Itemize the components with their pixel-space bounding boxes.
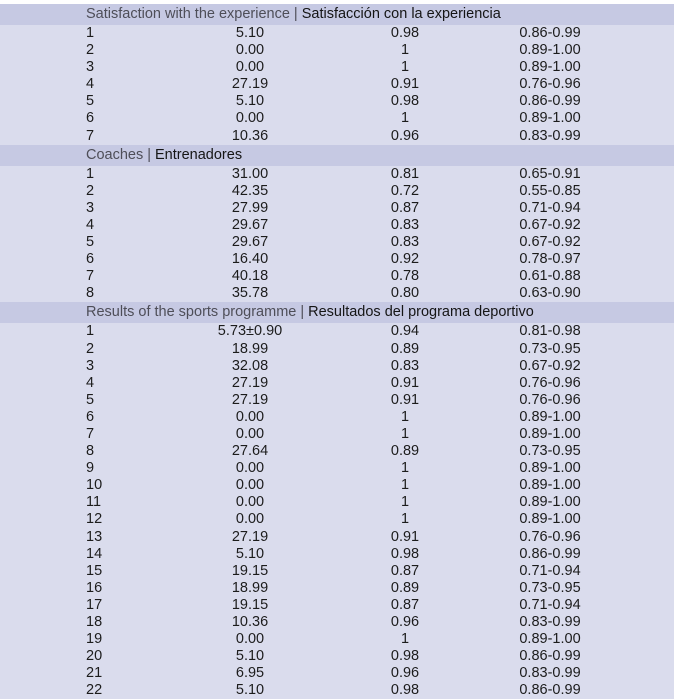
coefficient-cell: 0.94 [390,323,420,340]
item-number: 22 [86,682,103,699]
table-row [0,546,674,563]
item-number: 2 [86,340,95,357]
item-number: 3 [86,357,95,374]
value-cell: 0.00 [235,460,265,477]
coefficient-cell: 0.98 [390,25,420,41]
interval-cell: 0.67-0.92 [519,234,581,251]
table-row [0,631,674,648]
interval-cell: 0.86-0.99 [519,25,581,41]
interval-cell: 0.89-1.00 [519,494,581,511]
table-row [0,529,674,546]
interval-cell: 0.83-0.99 [519,665,581,682]
coefficient-cell: 0.87 [390,199,420,216]
value-cell: 18.99 [231,340,269,357]
table-row [0,128,674,145]
value-cell: 27.99 [231,199,269,216]
value-cell: 18.99 [231,579,269,596]
value-cell: 27.19 [231,528,269,545]
coefficient-cell: 0.80 [390,285,420,302]
value-cell: 40.18 [231,268,269,285]
value-cell: 6.95 [235,665,265,682]
coefficient-cell: 1 [400,110,410,127]
item-number: 1 [86,25,95,41]
value-cell: 5.10 [235,545,265,562]
interval-cell: 0.71-0.94 [519,199,581,216]
interval-cell: 0.71-0.94 [519,562,581,579]
interval-cell: 0.89-1.00 [519,511,581,528]
interval-cell: 0.89-1.00 [519,42,581,59]
value-cell: 0.00 [235,408,265,425]
item-number: 3 [86,199,95,216]
table-row [0,234,674,251]
item-number: 4 [86,374,95,391]
coefficient-cell: 1 [400,494,410,511]
interval-cell: 0.86-0.99 [519,93,581,110]
value-cell: 19.15 [231,596,269,613]
table-body [0,4,674,699]
coefficient-cell: 1 [400,408,410,425]
section-header [0,4,674,25]
coefficient-cell: 0.72 [390,182,420,199]
value-cell: 0.00 [235,59,265,76]
section-title-en: Results of the sports programme [86,304,297,321]
value-cell: 0.00 [235,110,265,127]
coefficient-cell: 0.91 [390,76,420,93]
value-cell: 42.35 [231,182,269,199]
item-number: 2 [86,42,95,59]
interval-cell: 0.86-0.99 [519,648,581,665]
item-number: 20 [86,648,103,665]
interval-cell: 0.63-0.90 [519,285,581,302]
value-cell: 0.00 [235,425,265,442]
coefficient-cell: 0.96 [390,614,420,630]
interval-cell: 0.55-0.85 [519,182,581,199]
table-row [0,285,674,302]
coefficient-cell: 1 [400,460,410,477]
coefficient-cell: 1 [400,477,410,494]
table-row [0,682,674,699]
value-cell: 0.00 [235,494,265,511]
value-cell: 5.10 [235,682,265,699]
section-title-es: Entrenadores [155,146,243,163]
interval-cell: 0.67-0.92 [519,216,581,233]
table-row [0,93,674,110]
item-number: 14 [86,545,103,562]
item-number: 7 [86,268,95,285]
section-header [0,145,674,166]
coefficient-cell: 0.96 [390,127,420,144]
table-row [0,110,674,127]
value-cell: 35.78 [231,285,269,302]
item-number: 1 [86,165,95,182]
coefficient-cell: 0.87 [390,596,420,613]
value-cell: 10.36 [231,614,269,630]
coefficient-cell: 1 [400,631,410,648]
coefficient-cell: 1 [400,59,410,76]
table-row [0,614,674,631]
coefficient-cell: 0.81 [390,165,420,182]
coefficient-cell: 0.91 [390,374,420,391]
interval-cell: 0.86-0.99 [519,545,581,562]
interval-cell: 0.78-0.97 [519,251,581,268]
interval-cell: 0.76-0.96 [519,76,581,93]
item-number: 17 [86,596,103,613]
coefficient-cell: 0.96 [390,665,420,682]
value-cell: 27.19 [231,374,269,391]
value-cell: 27.19 [231,391,269,408]
interval-cell: 0.86-0.99 [519,682,581,699]
item-number: 6 [86,408,95,425]
value-cell: 0.00 [235,631,265,648]
item-number: 11 [86,494,102,511]
coefficient-cell: 0.98 [390,93,420,110]
interval-cell: 0.89-1.00 [519,110,581,127]
coefficient-cell: 0.91 [390,528,420,545]
interval-cell: 0.89-1.00 [519,631,581,648]
interval-cell: 0.81-0.98 [519,323,581,340]
interval-cell: 0.67-0.92 [519,357,581,374]
value-cell: 29.67 [231,216,269,233]
table-row [0,217,674,234]
table-row [0,341,674,358]
value-cell: 5.10 [235,93,265,110]
table-row [0,426,674,443]
interval-cell: 0.73-0.95 [519,340,581,357]
value-cell: 0.00 [235,477,265,494]
item-number: 7 [86,127,95,144]
interval-cell: 0.65-0.91 [519,165,581,182]
table-row [0,358,674,375]
value-cell: 16.40 [231,251,269,268]
section-title-es: Satisfacción con la experiencia [301,6,501,22]
item-number: 8 [86,443,95,460]
item-number: 21 [86,665,103,682]
value-cell: 32.08 [231,357,269,374]
interval-cell: 0.61-0.88 [519,268,581,285]
section-title-es: Resultados del programa deportivo [308,304,534,321]
table-row [0,409,674,426]
item-number: 10 [86,477,103,494]
item-number: 7 [86,425,95,442]
value-cell: 10.36 [231,127,269,144]
coefficient-cell: 0.92 [390,251,420,268]
interval-cell: 0.73-0.95 [519,579,581,596]
item-number: 2 [86,182,95,199]
value-cell: 5.73±0.90 [217,323,283,340]
table-row [0,648,674,665]
interval-cell: 0.83-0.99 [519,614,581,630]
table-row [0,597,674,614]
interval-cell: 0.76-0.96 [519,528,581,545]
value-cell: 0.00 [235,511,265,528]
item-number: 18 [86,614,103,630]
coefficient-cell: 0.83 [390,357,420,374]
item-number: 1 [86,323,95,340]
table-row [0,268,674,285]
item-number: 12 [86,511,103,528]
table-row [0,25,674,42]
coefficient-cell: 0.91 [390,391,420,408]
coefficient-cell: 0.98 [390,545,420,562]
table-row [0,200,674,217]
table-row [0,511,674,528]
section-title-en: Coaches [86,146,144,163]
value-cell: 19.15 [231,562,269,579]
item-number: 5 [86,234,95,251]
coefficient-cell: 0.83 [390,234,420,251]
item-number: 6 [86,110,95,127]
section-title-separator: | [293,6,298,22]
table-row [0,477,674,494]
table-row [0,183,674,200]
interval-cell: 0.89-1.00 [519,59,581,76]
item-number: 5 [86,93,95,110]
item-number: 15 [86,562,103,579]
coefficient-cell: 1 [400,42,410,59]
interval-cell: 0.83-0.99 [519,127,581,144]
coefficient-cell: 0.98 [390,682,420,699]
section-title-en: Satisfaction with the experience [86,6,290,22]
coefficient-cell: 0.83 [390,216,420,233]
table-row [0,494,674,511]
section-title-separator: | [147,146,152,163]
value-cell: 5.10 [235,25,265,41]
item-number: 16 [86,579,103,596]
item-number: 4 [86,76,95,93]
coefficient-cell: 1 [400,425,410,442]
item-number: 6 [86,251,95,268]
table-row [0,42,674,59]
coefficient-cell: 0.98 [390,648,420,665]
coefficient-cell: 0.89 [390,340,420,357]
value-cell: 27.64 [231,443,269,460]
table-row [0,59,674,76]
table-row [0,76,674,93]
interval-cell: 0.76-0.96 [519,391,581,408]
item-number: 9 [86,460,95,477]
value-cell: 5.10 [235,648,265,665]
item-number: 19 [86,631,103,648]
interval-cell: 0.89-1.00 [519,425,581,442]
interval-cell: 0.89-1.00 [519,460,581,477]
table-row [0,392,674,409]
section-title-separator: | [300,304,305,321]
table-row [0,251,674,268]
interval-cell: 0.89-1.00 [519,408,581,425]
table-row [0,323,674,340]
interval-cell: 0.71-0.94 [519,596,581,613]
coefficient-cell: 1 [400,511,410,528]
item-number: 8 [86,285,95,302]
coefficient-cell: 0.89 [390,443,420,460]
coefficient-cell: 0.89 [390,579,420,596]
item-number: 13 [86,528,103,545]
interval-cell: 0.89-1.00 [519,477,581,494]
interval-cell: 0.73-0.95 [519,443,581,460]
item-number: 3 [86,59,95,76]
value-cell: 29.67 [231,234,269,251]
table-row [0,460,674,477]
item-number: 5 [86,391,95,408]
table-row [0,580,674,597]
table-row [0,563,674,580]
interval-cell: 0.76-0.96 [519,374,581,391]
table-row [0,665,674,682]
table-row [0,166,674,183]
item-number: 4 [86,216,95,233]
table-row [0,443,674,460]
section-header [0,302,674,323]
value-cell: 0.00 [235,42,265,59]
value-cell: 31.00 [231,165,269,182]
coefficient-cell: 0.78 [390,268,420,285]
table-row [0,375,674,392]
coefficient-cell: 0.87 [390,562,420,579]
value-cell: 27.19 [231,76,269,93]
